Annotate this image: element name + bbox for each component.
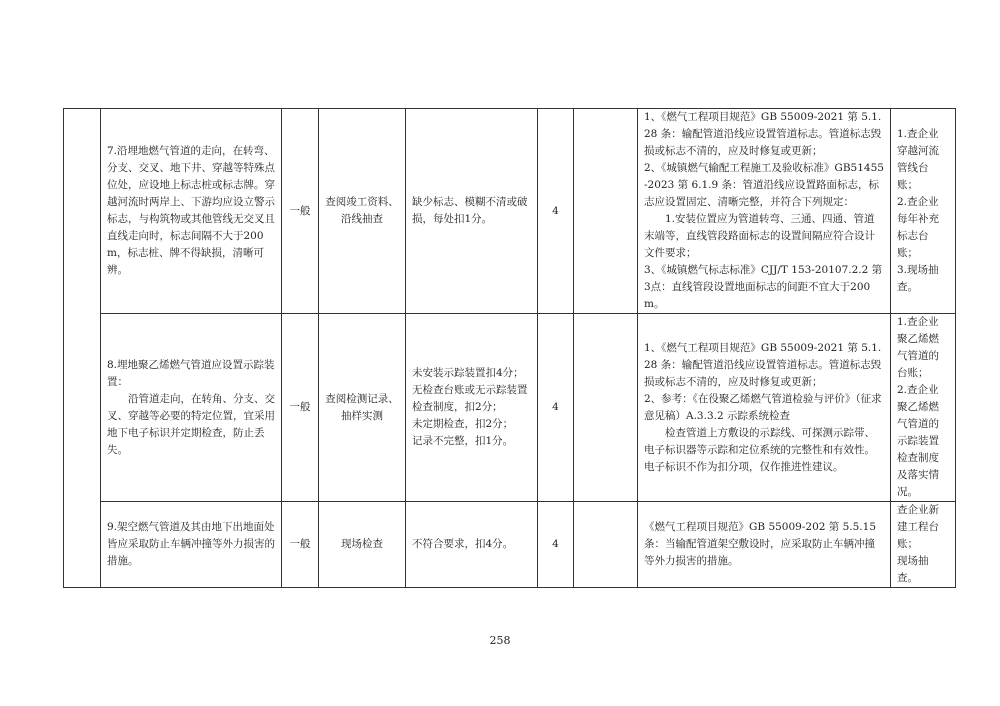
method-cell: 查阅检测记录、抽样实测 [319,314,406,502]
blank-cell [574,502,638,588]
deduction-cell: 缺少标志、模糊不清或破损，每处扣1分。 [406,109,538,314]
blank-cell [574,109,638,314]
score-cell: 4 [538,109,574,314]
level-cell: 一般 [282,109,319,314]
method-cell: 现场检查 [319,502,406,588]
category-cell [64,109,101,588]
page-number: 258 [489,634,511,647]
score-cell: 4 [538,502,574,588]
item-cell: 7.沿埋地燃气管道的走向，在转弯、分支、交叉、地下井、穿越等特殊点位处，应设地上标志桩或标志牌。穿越河流时两岸上、下游均应设立警示标志，与构筑物或其他管线无交叉且直线走向时，标志间隔不大于200m，标志桩、牌不得缺损，清晰可辨。 [101,109,282,314]
level-cell: 一般 [282,502,319,588]
check-cell: 查企业新建工程台账； 现场抽查。 [891,502,956,588]
level-cell: 一般 [282,314,319,502]
basis-cell: 1、《燃气工程项目规范》GB 55009-2021 第 5.1.28 条：输配管道沿线应设置管道标志。管道标志毁损或标志不清的，应及时修复或更新； 2、《城镇燃气输配工程施工及验收标准》GB51455-2023 第 6.1.9 条：管道沿线应设置路面标志，标志应设置固定、清晰完整，并符合下列规定： 1.安装位置应为管道转弯、三通、四通、管道末端等，直线管段路面标志的设置间隔应符合设计文件要求； 3、《城镇燃气标志标准》CJJ/T 153-20107.2.2 第3点：直线管段设置地面标志的间距不宜大于200m。 [638,109,891,314]
table-row [64,109,956,314]
score-cell: 4 [538,314,574,502]
basis-cell: 《燃气工程项目规范》GB 55009-202 第 5.5.15 条：当输配管道架空敷设时，应采取防止车辆冲撞等外力损害的措施。 [638,502,891,588]
deduction-cell: 未安装示踪装置扣4分； 无检查台账或无示踪装置检查制度，扣2分； 未定期检查，扣2分； 记录不完整，扣1分。 [406,314,538,502]
table-row [64,502,956,588]
blank-cell [574,314,638,502]
basis-cell: 1、《燃气工程项目规范》GB 55009-2021 第 5.1.28 条：输配管道沿线应设置管道标志。管道标志毁损或标志不清的，应及时修复或更新； 2、参考：《在役聚乙烯燃气管道检验与评价》（征求意见稿）A.3.3.2 示踪系统检查 检查管道上方敷设的示踪线、可探测示踪带、电子标识器等示踪和定位系统的完整性和有效性。 电子标识不作为扣分项，仅作推进性建议。 [638,314,891,502]
deduction-cell: 不符合要求，扣4分。 [406,502,538,588]
check-cell: 1.查企业聚乙烯燃气管道的台账； 2.查企业聚乙烯燃气管道的示踪装置检查制度及落实情况。 [891,314,956,502]
table-row [64,314,956,502]
item-cell: 9.架空燃气管道及其由地下出地面处皆应采取防止车辆冲撞等外力损害的措施。 [101,502,282,588]
check-cell: 1.查企业穿越河流管线台账； 2.查企业每年补充标志台账； 3.现场抽查。 [891,109,956,314]
standards-table [63,108,956,588]
item-cell: 8.埋地聚乙烯燃气管道应设置示踪装置： 沿管道走向，在转角、分支、交叉、穿越等必要的特定位置，宜采用地下电子标识并定期检查，防止丢失。 [101,314,282,502]
method-cell: 查阅竣工资料、沿线抽查 [319,109,406,314]
